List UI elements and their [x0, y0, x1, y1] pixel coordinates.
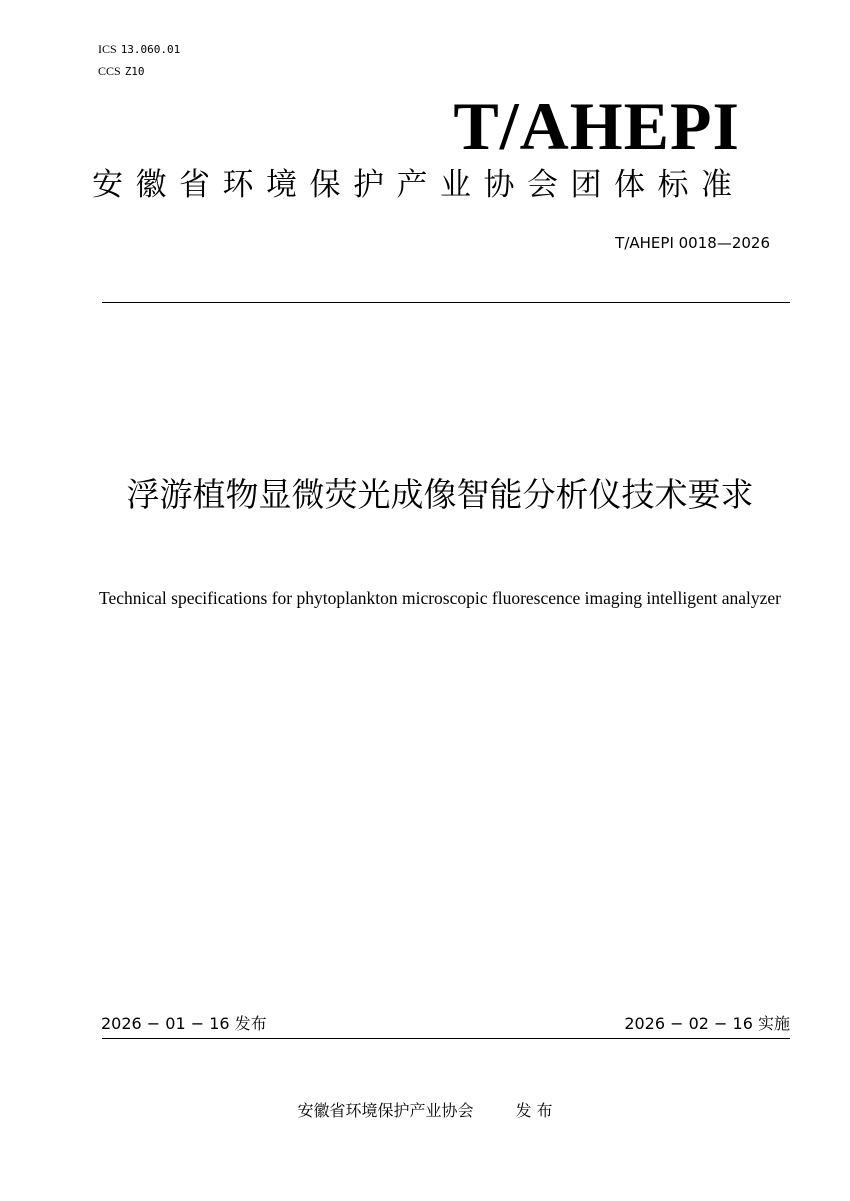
ccs-label: CCS: [98, 64, 121, 78]
publisher-action: 发 布: [515, 1101, 553, 1120]
footer-divider: [102, 1038, 790, 1039]
header-divider: [102, 302, 790, 303]
publisher-line: [0, 1101, 850, 1121]
ccs-code: Z10: [124, 65, 145, 78]
implementation-date: 2026 − 02 − 16 实施: [624, 1014, 790, 1033]
ics-code: 13.060.01: [120, 43, 181, 56]
release-date: 2026 − 01 − 16 发布: [101, 1014, 267, 1033]
org-standard-title: 安徽省环境保护产业协会团体标准: [92, 167, 745, 203]
ics-line: [98, 42, 180, 57]
standard-number: T/AHEPI 0018—2026: [615, 234, 770, 252]
ccs-line: [98, 64, 145, 79]
publisher-org: 安徽省环境保护产业协会: [297, 1101, 474, 1120]
document-title-english: Technical specifications for phytoplankton microscopic fluorescence imaging intelligent analyzer: [99, 588, 781, 608]
association-logo-text: T/AHEPI: [453, 88, 740, 164]
document-title-chinese: 浮游植物显微荧光成像智能分析仪技术要求: [126, 475, 754, 514]
ics-label: ICS: [98, 42, 117, 56]
